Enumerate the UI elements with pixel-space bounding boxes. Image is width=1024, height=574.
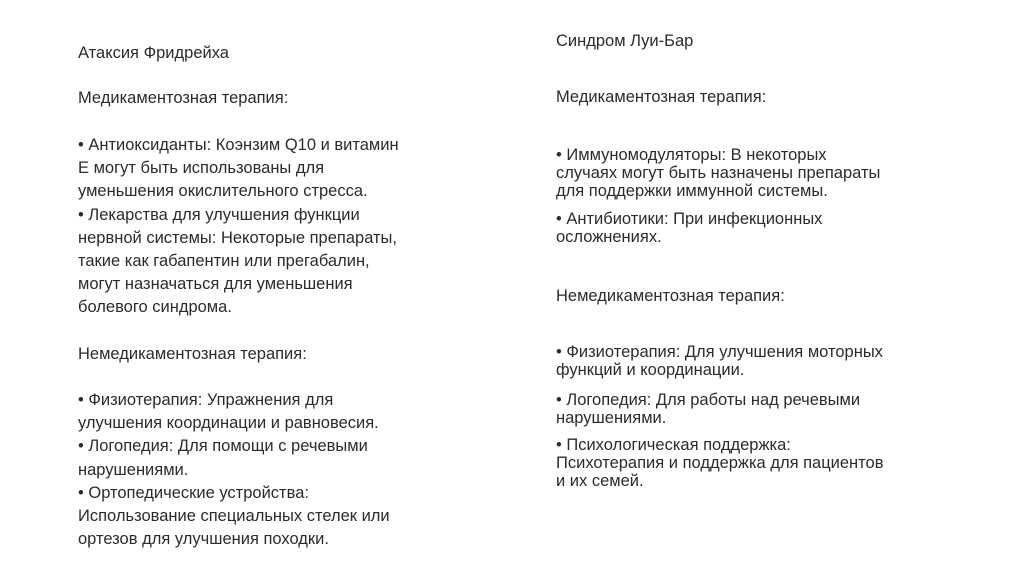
text-line: нарушениями. — [78, 460, 189, 479]
text-line: могут назначаться для уменьшения — [78, 275, 353, 294]
right-med-item — [556, 146, 880, 200]
left-nonmed-heading: Немедикаментозная терапия: — [78, 345, 307, 363]
right-med-item — [556, 210, 822, 246]
left-title: Атаксия Фридрейха — [78, 44, 229, 62]
left-med-list — [78, 134, 399, 320]
right-nonmed-item — [556, 343, 883, 379]
left-med-heading: Медикаментозная терапия: — [78, 89, 289, 107]
left-nonmed-list — [78, 389, 390, 551]
right-med-heading: Медикаментозная терапия: — [556, 88, 767, 106]
text-line: такие как габапентин или прегабалин, — [78, 252, 370, 271]
right-title: Синдром Луи-Бар — [556, 32, 694, 50]
text-line: • Физиотерапия: Для улучшения моторных — [556, 343, 883, 361]
text-line: нарушениями. — [556, 409, 667, 427]
text-line: • Иммуномодуляторы: В некоторых — [556, 146, 827, 164]
text-line: • Антиоксиданты: Коэнзим Q10 и витамин — [78, 136, 399, 154]
text-line: болевого синдрома. — [78, 298, 232, 317]
text-line: и их семей. — [556, 472, 644, 490]
text-line: ортезов для улучшения походки. — [78, 530, 329, 549]
text-line: Психотерапия и поддержка для пациентов — [556, 454, 884, 472]
text-line: • Физиотерапия: Упражнения для — [78, 391, 334, 409]
text-line: • Ортопедические устройства: — [78, 483, 309, 502]
text-line: • Логопедия: Для помощи с речевыми — [78, 437, 368, 456]
right-nonmed-item — [556, 391, 860, 427]
text-line: функций и координации. — [556, 361, 745, 379]
text-line: Е могут быть использованы для — [78, 159, 325, 178]
text-line: осложнениях. — [556, 228, 662, 246]
text-line: улучшения координации и равновесия. — [78, 414, 379, 433]
text-line: • Антибиотики: При инфекционных — [556, 210, 823, 228]
text-line: случаях могут быть назначены препараты — [556, 164, 881, 182]
text-line: уменьшения окислительного стресса. — [78, 182, 368, 201]
text-line: • Логопедия: Для работы над речевыми — [556, 391, 861, 409]
text-line: для поддержки иммунной системы. — [556, 182, 828, 200]
right-nonmed-heading: Немедикаментозная терапия: — [556, 287, 785, 305]
text-line: • Психологическая поддержка: — [556, 436, 791, 454]
right-nonmed-item — [556, 436, 883, 490]
text-line: Использование специальных стелек или — [78, 507, 390, 526]
text-line: • Лекарства для улучшения функции — [78, 205, 360, 224]
text-line: нервной системы: Некоторые препараты, — [78, 228, 398, 247]
